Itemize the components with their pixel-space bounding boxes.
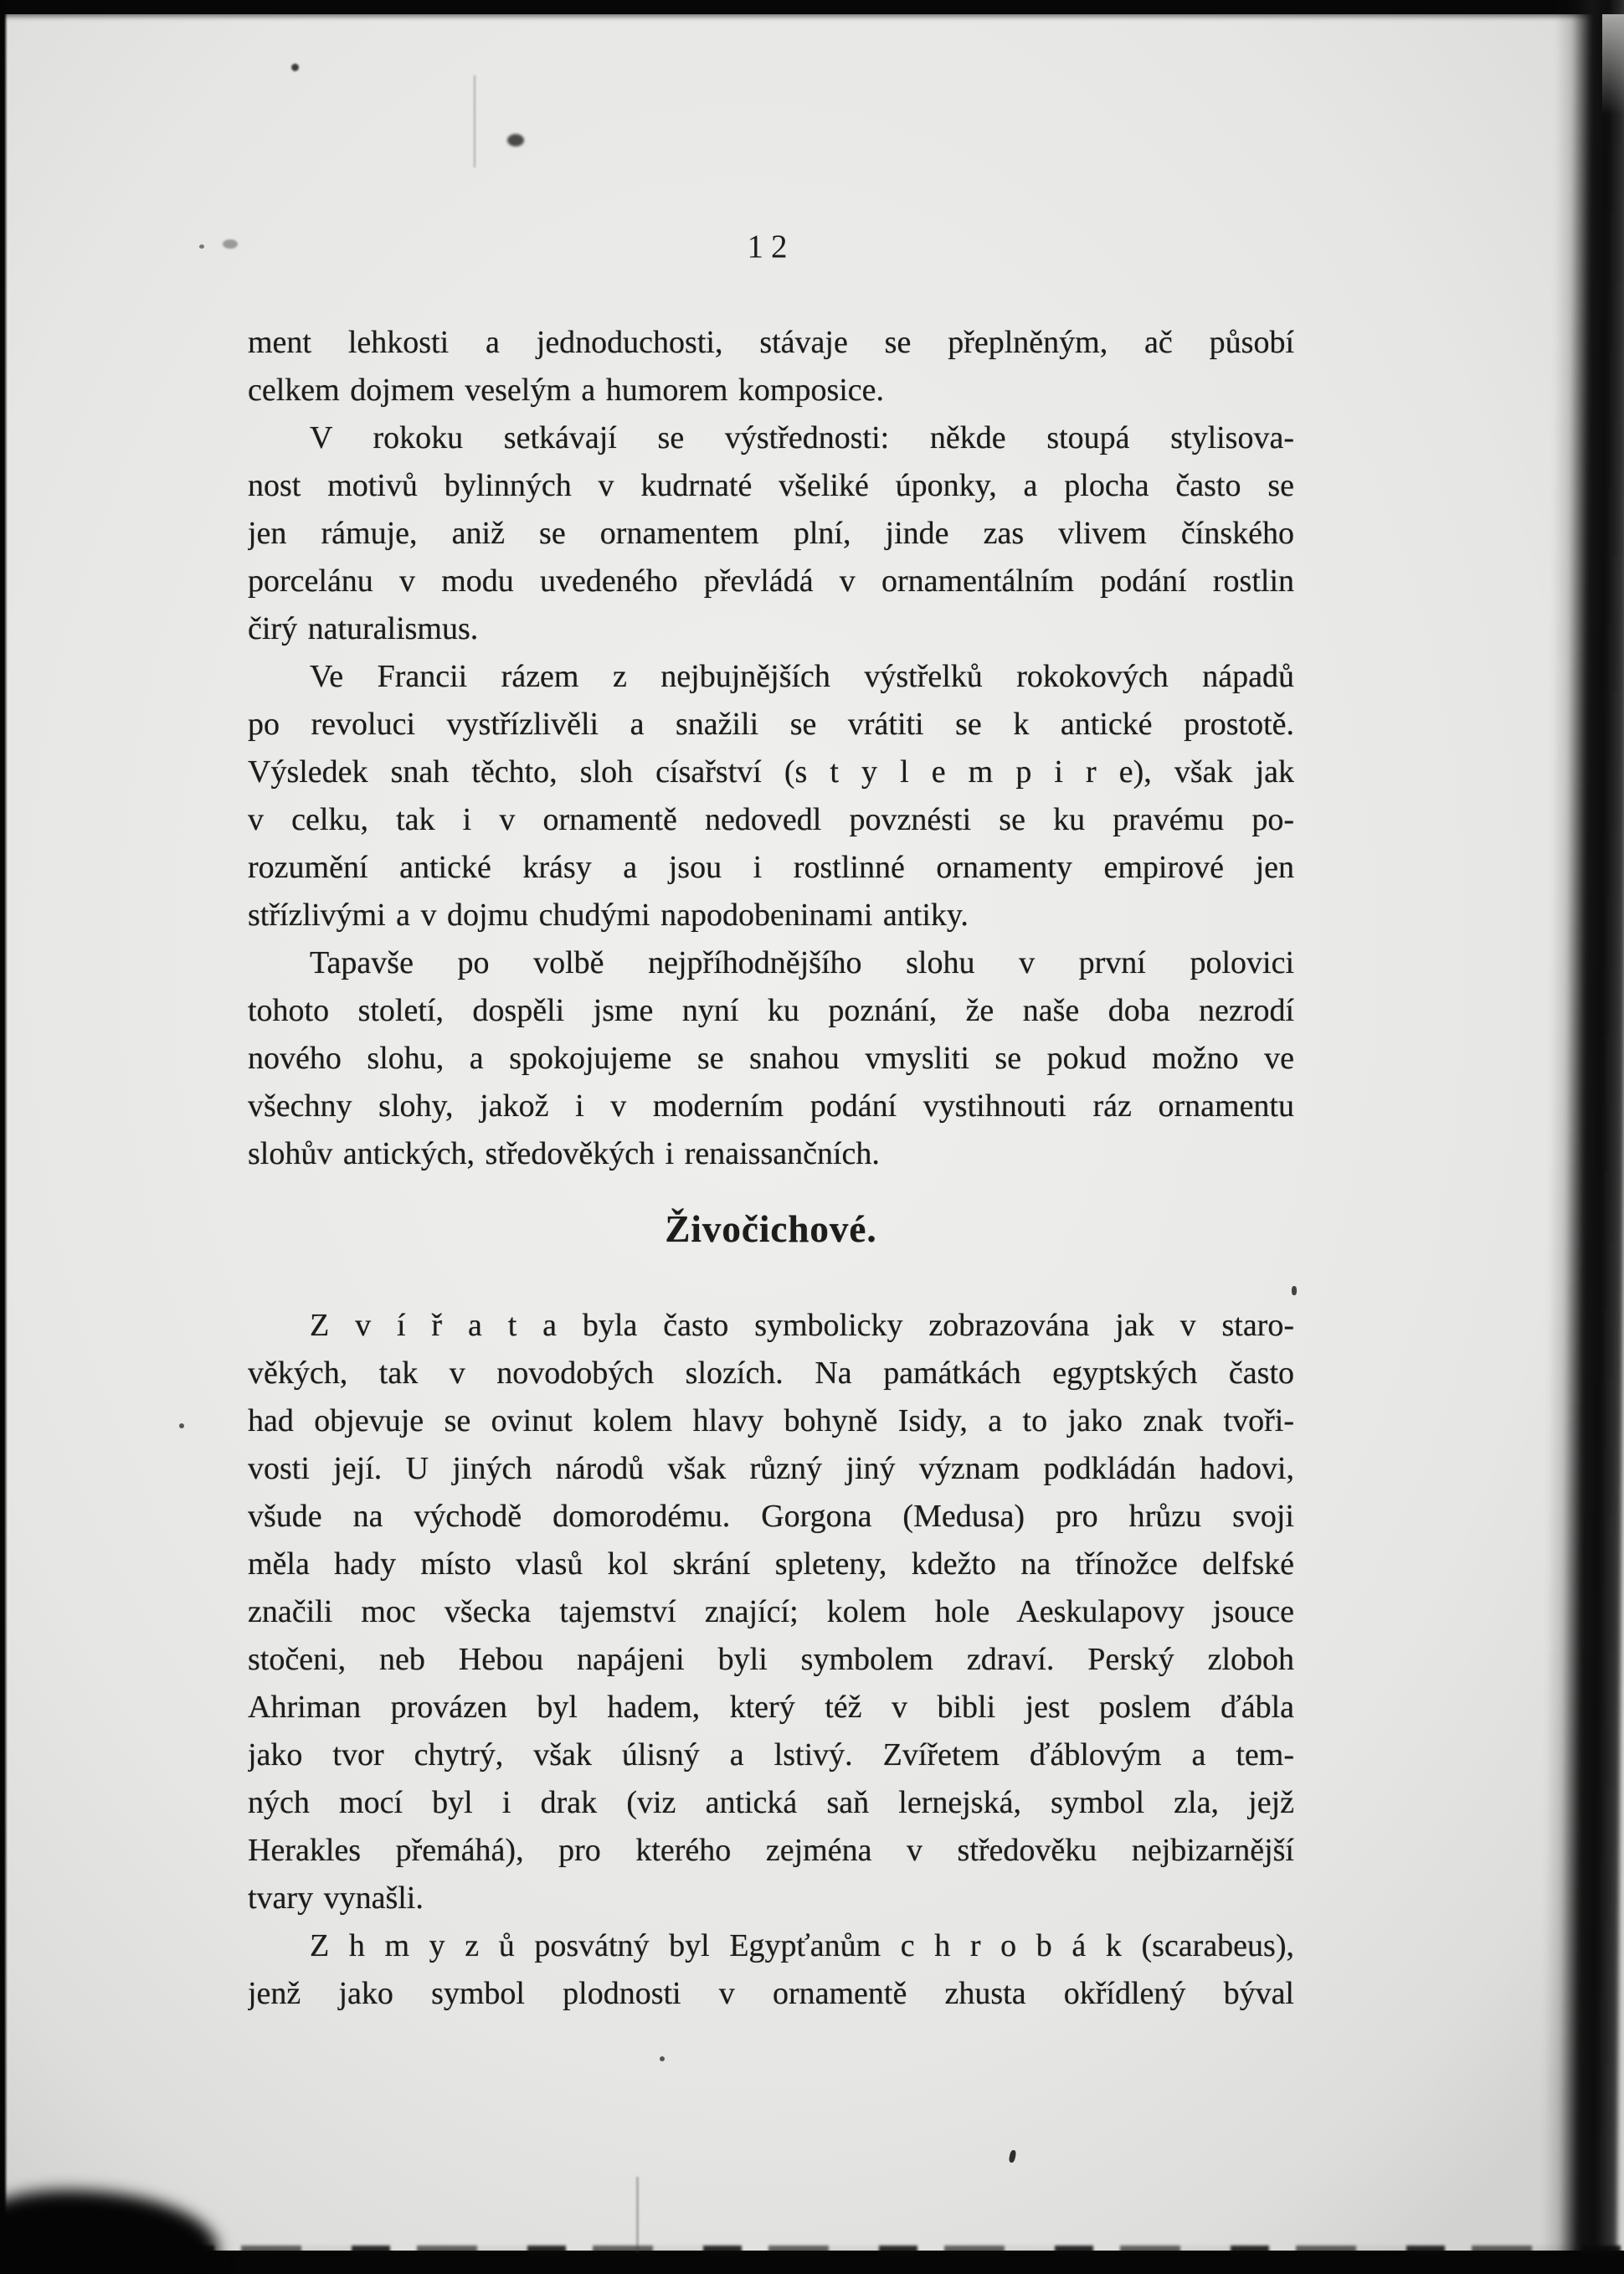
text-line: v celku, tak i v ornamentě nedovedl povznésti se ku pravému po- — [248, 802, 1294, 837]
text-line: měla hady místo vlasů kol skrání spleteny, kdežto na třínožce delfské — [248, 1546, 1294, 1582]
text-line: věkých, tak v novodobých slozích. Na památkách egyptských často — [248, 1356, 1294, 1391]
text-line: rozumění antické krásy a jsou i rostlinné ornamenty empirové jen — [248, 850, 1294, 885]
text-line: Z h m y z ů posvátný byl Egypťanům c h r o b á k (scarabeus), — [310, 1928, 1294, 1963]
paragraph — [248, 939, 1294, 1178]
text-line: V rokoku setkávají se výstřednosti: někde stoupá stylisova- — [310, 420, 1294, 455]
text-line: nového slohu, a spokojujeme se snahou vmysliti se pokud možno ve — [248, 1041, 1294, 1076]
ink-speck — [199, 244, 204, 249]
text-line: nost motivů bylinných v kudrnaté všeliké úponky, a plocha často se — [248, 468, 1294, 503]
text-line: čirý naturalismus. — [248, 611, 479, 646]
ink-speck — [660, 2056, 665, 2061]
text-line: jenž jako symbol plodnosti v ornamentě zhusta okřídlený býval — [248, 1976, 1294, 2011]
text-block — [248, 319, 1294, 2018]
text-line: ment lehkosti a jednoduchosti, stávaje se přeplněným, ač působí — [248, 325, 1294, 360]
text-line: had objevuje se ovinut kolem hlavy bohyně Isidy, a to jako znak tvoři- — [248, 1403, 1294, 1438]
text-line: Z v í ř a t a byla často symbolicky zobrazována jak v staro- — [310, 1308, 1294, 1343]
ink-speck — [291, 64, 299, 71]
scan-streak — [474, 75, 475, 167]
text-line: vosti její. U jiných národů však různý jiný význam podkládán hadovi, — [248, 1451, 1294, 1486]
scan-edge-bottom-rough — [0, 2246, 1624, 2254]
text-line: porcelánu v modu uvedeného převládá v ornamentálním podání rostlin — [248, 563, 1294, 599]
text-line: po revoluci vystřízlivěli a snažili se vrátiti se k antické prostotě. — [248, 707, 1294, 742]
ink-speck — [1292, 1286, 1297, 1295]
text-line: Výsledek snah těchto, sloh císařství (s t y l e m p i r e), však jak — [248, 754, 1294, 790]
ink-speck — [223, 239, 238, 249]
ink-speck — [1009, 2149, 1017, 2163]
scan-edge-left — [0, 0, 8, 2274]
scan-streak — [636, 2177, 639, 2252]
scan-corner-top-right — [1602, 14, 1624, 115]
text-line: Herakles přemáhá), pro kterého zejména v středověku nejbizarnější — [248, 1833, 1294, 1868]
text-line: značili moc všecka tajemství znající; kolem hole Aeskulapovy jsouce — [248, 1594, 1294, 1629]
text-line: jako tvor chytrý, však úlisný a lstivý. Zvířetem ďáblovým a tem- — [248, 1737, 1294, 1772]
text-line: celkem dojmem veselým a humorem komposice. — [248, 373, 885, 408]
ink-speck — [507, 134, 524, 147]
text-line: všude na východě domorodému. Gorgona (Medusa) pro hrůzu svoji — [248, 1499, 1294, 1534]
text-line: jen rámuje, aniž se ornamentem plní, jinde zas vlivem čínského — [248, 516, 1294, 551]
scan-edge-top — [0, 0, 1624, 14]
text-line: ných mocí byl i drak (viz antická saň lernejská, symbol zla, jejž — [248, 1785, 1294, 1820]
text-line: Ve Francii rázem z nejbujnějších výstřelků rokokových nápadů — [310, 659, 1294, 694]
text-line: Ahriman provázen byl hadem, který též v bibli jest poslem ďábla — [248, 1690, 1294, 1725]
paragraph — [248, 414, 1294, 653]
paragraph — [248, 1302, 1294, 1922]
scan-corner-bottom-left — [0, 2190, 218, 2274]
text-line: střízlivými a v dojmu chudými napodobeninami antiky. — [248, 898, 969, 933]
section-heading: Živočichové. — [665, 1208, 877, 1250]
paragraph — [248, 319, 1294, 414]
page-number: 12 — [747, 229, 795, 265]
text-line: tvary vynašli. — [248, 1880, 424, 1916]
paragraph — [248, 653, 1294, 939]
text-line: Tapavše po volbě nejpříhodnějšího slohu v první polovici — [310, 945, 1294, 980]
text-line: tohoto století, dospěli jsme nyní ku poznání, že naše doba nezrodí — [248, 993, 1294, 1028]
text-line: stočeni, neb Hebou napájeni byli symbolem zdraví. Perský zloboh — [248, 1642, 1294, 1677]
scan-edge-bottom — [0, 2251, 1624, 2274]
paragraph — [248, 1922, 1294, 2018]
text-line: slohův antických, středověkých i renaissančních. — [248, 1136, 880, 1171]
text-line: všechny slohy, jakož i v moderním podání vystihnouti ráz ornamentu — [248, 1088, 1294, 1124]
ink-speck — [179, 1423, 184, 1428]
scan-gutter-shadow — [1542, 0, 1624, 2274]
